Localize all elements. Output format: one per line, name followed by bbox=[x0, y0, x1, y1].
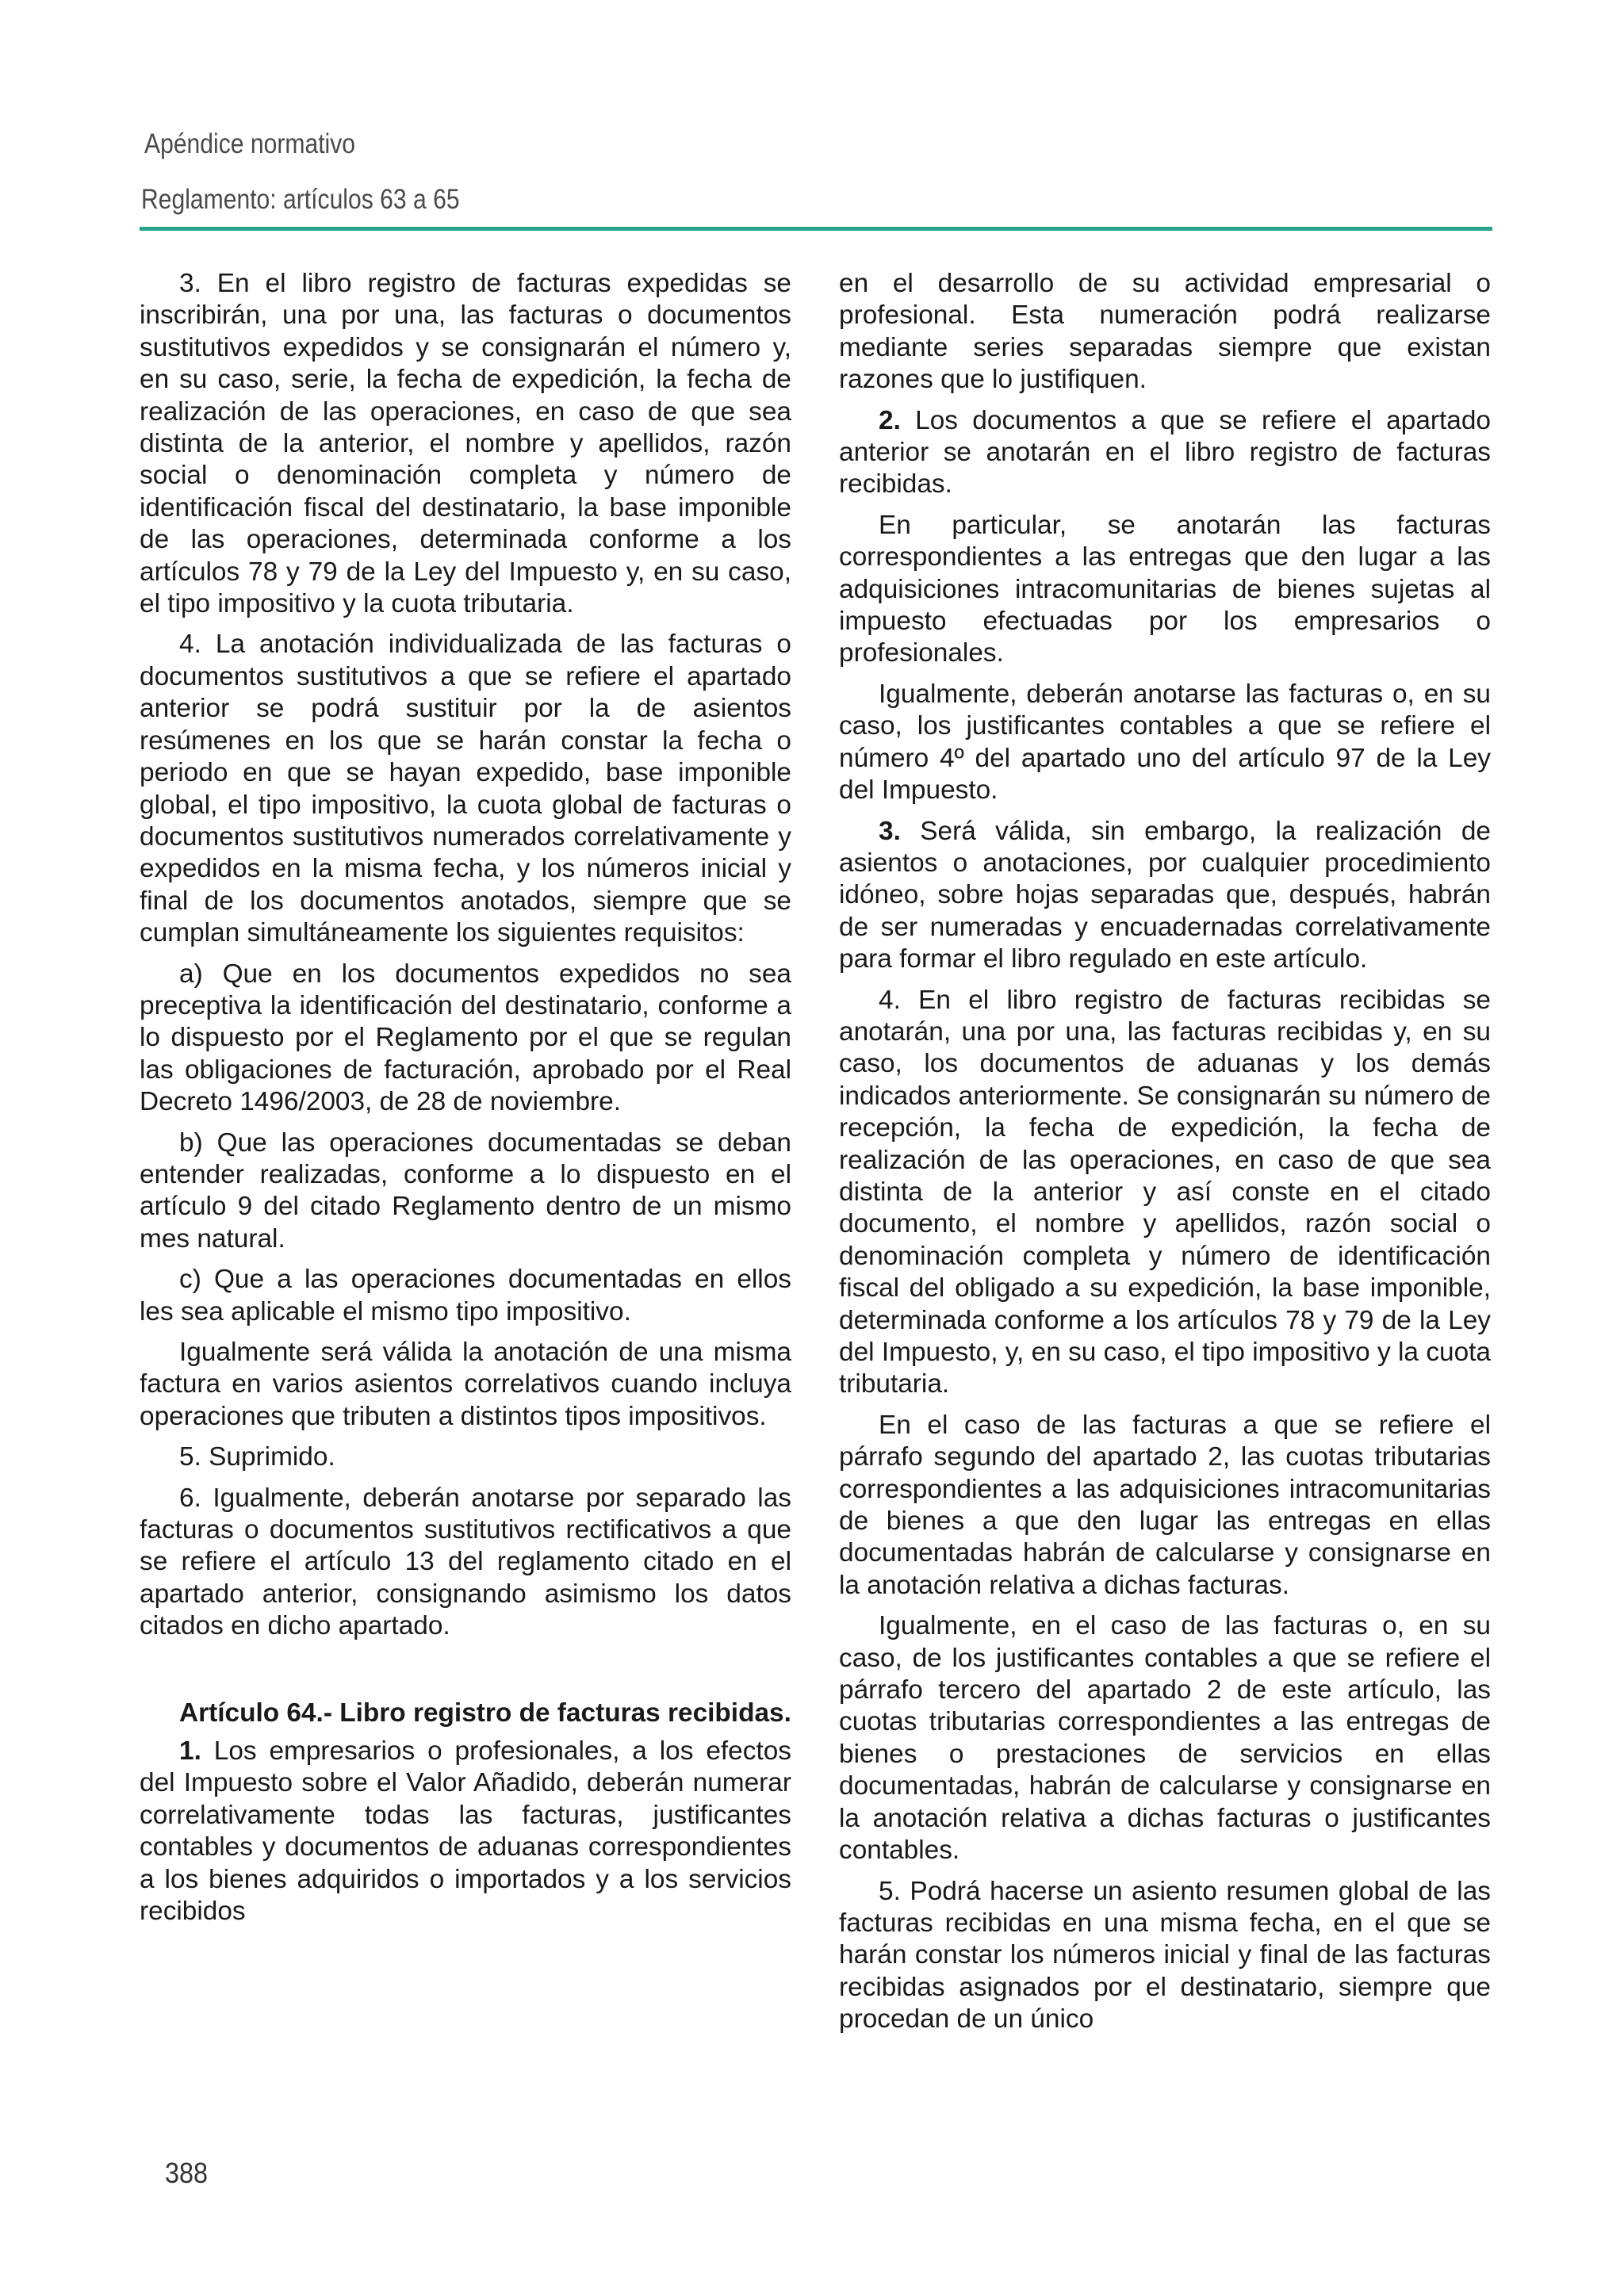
article-64-paragraph-5: 5. Podrá hacerse un asiento resumen global de las facturas recibidas en una misma fecha, en el que se harán constar los números inicial y final de las facturas recibidas asignados por el destinatario, siempre que procedan de un único bbox=[839, 1876, 1491, 2035]
paragraph-igualmente: Igualmente será válida la anotación de una misma factura en varios asientos correlativos cuando incluya operaciones que tributen a distintos tipos impositivos. bbox=[140, 1338, 791, 1431]
right-column bbox=[839, 268, 1491, 2045]
paragraph-b: b) Que las operaciones documentadas se deban entender realizadas, conforme a lo dispuesto en el artículo 9 del citado Reglamento dentro de un mismo mes natural. bbox=[140, 1127, 791, 1254]
article-64-paragraph-4: 4. En el libro registro de facturas recibidas se anotarán, una por una, las facturas recibidas y, en su caso, los documentos de aduanas y los demás indicados anteriormente. Se consignarán su número de recepción, la fecha de expedición, la fecha de realización de las operaciones, en caso de que sea distinta de la anterior y así conste en el citado documento, el nombre y apellidos, razón social o denominación completa y número de identificación fiscal del obligado a su expedición, la base imponible, determinada conforme a los artículos 78 y 79 de la Ley del Impuesto, y, en su caso, el tipo impositivo y la cuota tributaria. bbox=[839, 985, 1491, 1399]
paragraph-number: 1. bbox=[179, 1736, 201, 1767]
paragraph-a: a) Que en los documentos expedidos no sea preceptiva la identificación del destinatario, conforme a lo dispuesto por el Reglamento por el que se regulan las obligaciones de facturación, aprobado por el Real Decreto 1496/2003, de 28 de noviembre. bbox=[140, 959, 791, 1117]
left-column bbox=[140, 268, 791, 1937]
page-number: 388 bbox=[165, 2157, 209, 2189]
article-64-paragraph-1 bbox=[140, 1736, 791, 1927]
paragraph-igualmente-2: Igualmente, en el caso de las facturas o, en su caso, de los justificantes contables a que se refiere el párrafo tercero del apartado 2 de este artículo, las cuotas tributarias correspondientes a las entregas de bienes o prestaciones de servicios en ellas documentadas, habrán de calcularse y consignarse en la anotación relativa a dichas facturas o justificantes contables. bbox=[839, 1611, 1491, 1866]
paragraph-5: 5. Suprimido. bbox=[179, 1442, 335, 1472]
paragraph-4: 4. La anotación individualizada de las facturas o documentos sustitutivos a que se refiere el apartado anterior se podrá sustituir por la de asientos resúmenes en los que se harán constar la fecha o periodo en que se hayan expedido, base imponible global, el tipo impositivo, la cuota global de facturas o documentos sustitutivos numerados correlativamente y expedidos en la misma fecha, y los números inicial y final de los documentos anotados, siempre que se cumplan simultáneamente los siguientes requisitos: bbox=[140, 630, 791, 948]
article-64-paragraph-2 bbox=[839, 405, 1491, 501]
paragraph-c: c) Que a las operaciones documentadas en ellos les sea aplicable el mismo tipo impositivo. bbox=[140, 1265, 791, 1326]
paragraph-continuation: en el desarrollo de su actividad empresarial o profesional. Esta numeración podrá realizarse mediante series separadas siempre que existan razones que lo justifiquen. bbox=[839, 269, 1491, 395]
paragraph-en-el-caso: En el caso de las facturas a que se refiere el párrafo segundo del apartado 2, las cuotas tributarias correspondientes a las adquisiciones intracomunitarias de bienes a que den lugar las entregas en ellas documentadas habrán de calcularse y consignarse en la anotación relativa a dichas facturas. bbox=[839, 1410, 1491, 1600]
paragraph-igualmente-1: Igualmente, deberán anotarse las facturas o, en su caso, los justificantes contables a que se refiere el número 4º del apartado uno del artículo 97 de la Ley del Impuesto. bbox=[839, 679, 1491, 806]
header-subsection: Reglamento: artículos 63 a 65 bbox=[141, 184, 460, 215]
paragraph-6: 6. Igualmente, deberán anotarse por separado las facturas o documentos sustitutivos rectificativos a que se refiere el artículo 13 del reglamento citado en el apartado anterior, consignando asimismo los datos citados en dicho apartado. bbox=[140, 1483, 791, 1641]
paragraph-text: Los empresarios o profesionales, a los efectos del Impuesto sobre el Valor Añadido, deberán numerar correlativamente todas las facturas, justificantes contables y documentos de aduanas correspondientes a los bienes adquiridos o importados y a los servicios recibidos bbox=[140, 1736, 791, 1927]
paragraph-number: 3. bbox=[879, 816, 901, 846]
header-rule bbox=[140, 227, 1492, 231]
paragraph-text: Será válida, sin embargo, la realización de asientos o anotaciones, por cualquier procedimiento idóneo, sobre hojas separadas que, después, habrán de ser numeradas y encuadernadas correlativamente para formar el libro regulado en este artículo. bbox=[839, 816, 1491, 974]
paragraph-number: 2. bbox=[879, 405, 901, 435]
article-64-title: Artículo 64.- Libro registro de facturas recibidas. bbox=[179, 1698, 791, 1728]
paragraph-text: Los documentos a que se refiere el apartado anterior se anotarán en el libro registro de facturas recibidas. bbox=[839, 405, 1491, 500]
header-section: Apéndice normativo bbox=[144, 128, 356, 159]
article-64-paragraph-3 bbox=[839, 816, 1491, 976]
paragraph-en-particular: En particular, se anotarán las facturas correspondientes a las entregas que den lugar a las adquisiciones intracomunitarias de bienes sujetas al impuesto efectuadas por los empresarios o profesionales. bbox=[839, 510, 1491, 668]
section-gap bbox=[140, 1652, 791, 1698]
paragraph-3: 3. En el libro registro de facturas expedidas se inscribirán, una por una, las facturas o documentos sustitutivos expedidos y se consignarán el número y, en su caso, serie, la fecha de expedición, la fecha de realización de las operaciones, en caso de que sea distinta de la anterior, el nombre y apellidos, razón social o denominación completa y número de identificación fiscal del destinatario, la base imponible de las operaciones, determinada conforme a los artículos 78 y 79 de la Ley del Impuesto y, en su caso, el tipo impositivo y la cuota tributaria. bbox=[140, 269, 791, 619]
